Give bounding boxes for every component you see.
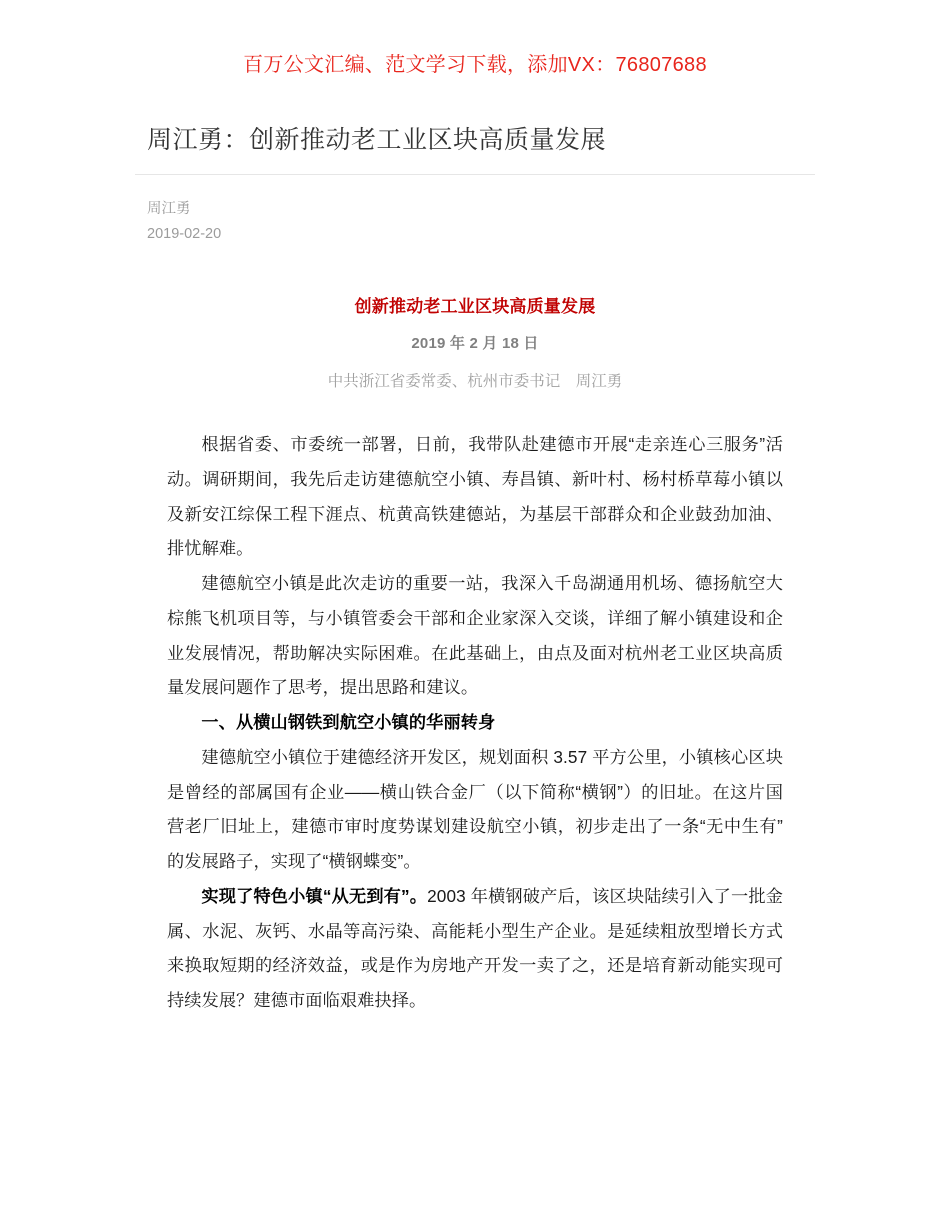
section-heading: 一、从横山钢铁到航空小镇的华丽转身 (201, 712, 496, 733)
article-author: 周江勇 (147, 201, 191, 218)
document-content (167, 246, 783, 1018)
document-body (167, 393, 783, 1018)
promo-banner-text: 百万公文汇编、范文学习下载，添加VX：76807688 (243, 54, 707, 76)
article-date: 2019-02-20 (147, 225, 222, 242)
paragraph-text: 2003 年横钢破产后，该区块陆续引入了一批金属、水泥、灰钙、水晶等高污染、高能耗小型生产企业。是延续粗放型增长方式来换取短期的经济效益，或是作为房地产开发一卖了之，还是培育新动能实现可持续发展？建德市面临艰难抉择。 (167, 885, 783, 1011)
page-title: 周江勇：创新推动老工业区块高质量发展 (147, 126, 607, 154)
body-paragraph: 建德航空小镇是此次走访的重要一站，我深入千岛湖通用机场、德扬航空大棕熊飞机项目等，与小镇管委会干部和企业家深入交谈，详细了解小镇建设和企业发展情况，帮助解决实际困难。在此基础上，由点及面对杭州老工业区块高质量发展问题作了思考，提出思路和建议。 (167, 573, 783, 698)
document-byline: 中共浙江省委常委、杭州市委书记 周江勇 (327, 372, 623, 390)
title-divider (135, 174, 815, 175)
document-heading: 创新推动老工业区块高质量发展 (354, 296, 596, 316)
body-paragraph: 建德航空小镇位于建德经济开发区，规划面积 3.57 平方公里，小镇核心区块是曾经的部属国有企业——横山铁合金厂（以下简称“横钢”）的旧址。在这片国营老厂旧址上，建德市审时度势谋划建设航空小镇，初步走出了一条“无中生有”的发展路子，实现了“横钢蝶变”。 (167, 746, 783, 872)
body-paragraph: 根据省委、市委统一部署，日前，我带队赴建德市开展“走亲连心三服务”活动。调研期间，我先后走访建德航空小镇、寿昌镇、新叶村、杨村桥草莓小镇以及新安江综保工程下涯点、杭黄高铁建德站，为基层干部群众和企业鼓劲加油、排忧解难。 (167, 434, 783, 559)
body-paragraph (167, 879, 783, 1018)
article-header (135, 84, 815, 246)
article-meta (147, 197, 815, 246)
paragraph-lead-in: 实现了特色小镇“从无到有”。 (201, 885, 428, 906)
promo-banner (0, 0, 950, 84)
document-date-line: 2019 年 2 月 18 日 (411, 335, 539, 353)
